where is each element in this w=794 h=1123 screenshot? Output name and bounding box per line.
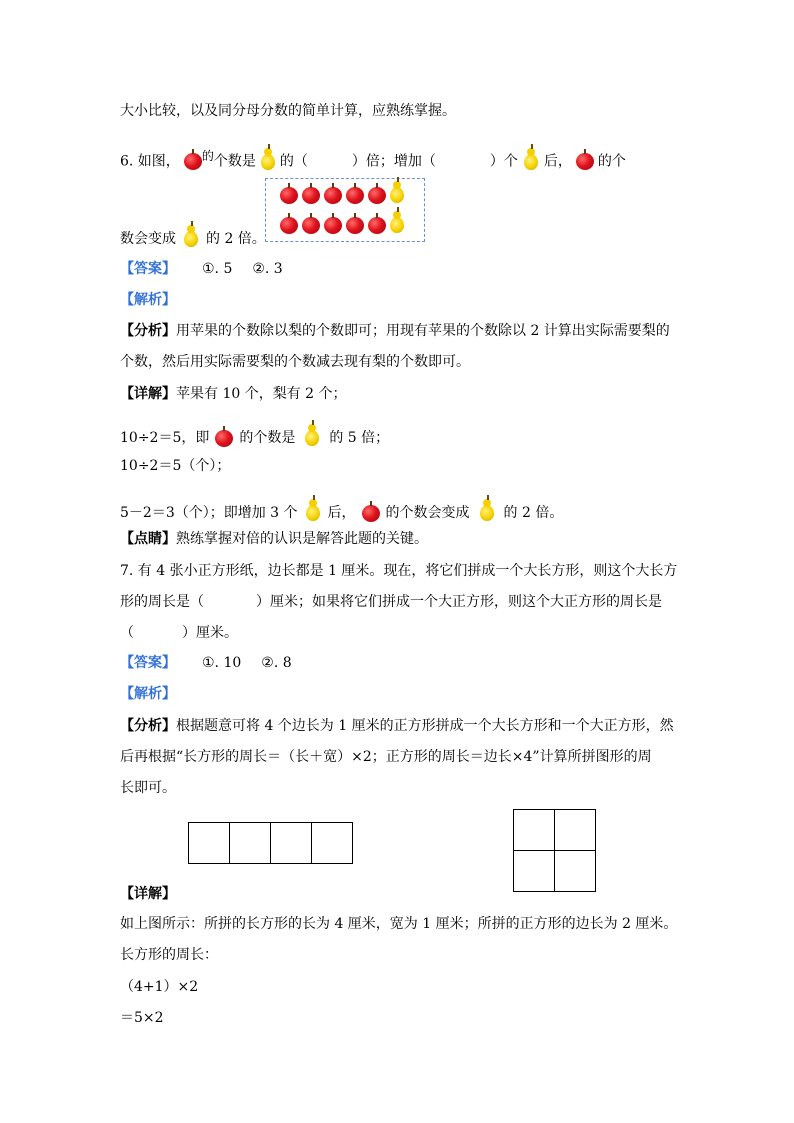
pear-icon <box>261 154 275 170</box>
fruit-figure <box>265 178 425 242</box>
q6-answer <box>120 259 283 279</box>
q6-detail-line2: 10÷2＝5，即 的个数是 的 5 倍； <box>120 430 390 446</box>
q7-detail-label: 【详解】 <box>120 886 176 902</box>
apple-icon <box>302 217 320 234</box>
q7-line2: 形的周长是（ ）厘米；如果将它们拼成一个大正方形，则这个大正方形的周长是 <box>120 594 662 610</box>
q6-detail-line4: 5－2＝3（个）；即增加 3 个 后， 的个数会变成 的 2 倍。 <box>120 505 564 521</box>
detail-label: 【详解】 <box>120 386 176 402</box>
q6-ge: ）个 <box>489 153 518 170</box>
q7-analysis-label: 【解析】 <box>120 686 176 702</box>
square-cell <box>554 809 596 851</box>
apple-icon <box>184 153 202 170</box>
apple-icon <box>324 217 342 234</box>
pear-icon <box>524 154 538 170</box>
apple-icon <box>346 217 364 234</box>
fruit-row-1 <box>280 187 404 204</box>
apple-icon <box>324 187 342 204</box>
q6-detail-line3: 10÷2＝5（个）； <box>120 458 231 474</box>
q6-de-ge: 的个 <box>597 153 626 170</box>
pear-icon <box>390 217 404 233</box>
answer-label: 【答案】 <box>120 655 176 671</box>
q7-fenxi-line2: 后再根据“长方形的周长＝（长＋宽）×2；正方形的周长＝边长×4”计算所拼图形的周 <box>120 749 652 765</box>
q6-times-add: ）倍；增加（ <box>351 153 436 170</box>
apple-icon <box>576 153 594 170</box>
q6-detail-line1: 【详解】苹果有 10 个，梨有 2 个； <box>120 386 347 402</box>
answer-1: ①. 10 <box>202 655 242 671</box>
apple-icon <box>368 187 386 204</box>
q6-line1 <box>120 146 626 172</box>
q6-count-is: 个数是 <box>213 153 256 170</box>
apple-icon <box>302 187 320 204</box>
pear-icon <box>305 430 319 446</box>
pear-icon <box>390 187 404 203</box>
apple-icon <box>368 217 386 234</box>
q7-answer <box>120 653 292 673</box>
q6-analysis-label: 【解析】 <box>120 292 176 308</box>
q7-detail-line4: ＝5×2 <box>120 1010 164 1026</box>
apple-icon <box>362 505 380 522</box>
q6-after: 后， <box>543 153 572 170</box>
answer-1: ①. 5 <box>202 261 233 277</box>
square-cell <box>229 822 271 864</box>
q7-fenxi-line3: 长即可。 <box>120 780 176 796</box>
apple-icon <box>346 187 364 204</box>
pear-icon <box>184 231 198 247</box>
q6-de2: 的（ <box>279 153 308 170</box>
answer-2: ②. 3 <box>252 261 283 277</box>
square-cell <box>513 809 555 851</box>
q7-detail-line2: 长方形的周长： <box>120 947 218 963</box>
apple-icon <box>280 217 298 234</box>
dianjing-label: 【点睛】 <box>120 531 176 547</box>
intro-line: 大小比较，以及同分母分数的简单计算，应熟练掌握。 <box>120 103 456 119</box>
q7-line3: （ ）厘米。 <box>120 625 238 641</box>
q6-dianjing: 【点睛】熟练掌握对倍的认识是解答此题的关键。 <box>120 531 428 547</box>
q6-de: 的 <box>201 149 214 163</box>
fruit-row-2 <box>280 217 404 234</box>
q6-fenxi-line1: 【分析】用苹果的个数除以梨的个数即可；用现有苹果的个数除以 2 计算出实际需要梨的 <box>120 323 670 339</box>
q7-detail-line1: 如上图所示：所拼的长方形的长为 4 厘米，宽为 1 厘米；所拼的正方形的边长为 2 厘米。 <box>120 916 678 932</box>
fenxi-label: 【分析】 <box>120 718 176 734</box>
pear-icon <box>480 505 494 521</box>
q7-fenxi-line1: 【分析】根据题意可将 4 个边长为 1 厘米的正方形拼成一个大长方形和一个大正方形，然 <box>120 718 674 734</box>
q6-line2-start: 数会变成 <box>120 231 176 247</box>
square-cell <box>311 822 353 864</box>
q7-detail-line3: （4+1）×2 <box>120 979 199 995</box>
q6-line2-end: 的 2 倍。 <box>206 231 266 247</box>
fenxi-label: 【分析】 <box>120 323 176 339</box>
q7-line1: 7. 有 4 张小正方形纸，边长都是 1 厘米。现在，将它们拼成一个大长方形，则这个大长方 <box>120 563 678 579</box>
pear-icon <box>306 505 320 521</box>
square-cell <box>270 822 312 864</box>
answer-2: ②. 8 <box>261 655 292 671</box>
square-cell <box>513 850 555 892</box>
q6-line2 <box>120 229 266 249</box>
q6-fenxi-line2: 个数，然后用实际需要梨的个数减去现有梨的个数即可。 <box>120 354 470 370</box>
apple-icon <box>280 187 298 204</box>
apple-icon <box>215 430 233 447</box>
answer-label: 【答案】 <box>120 261 176 277</box>
square-cell <box>188 822 230 864</box>
square-cell <box>554 850 596 892</box>
q6-number: 6. 如图， <box>120 153 180 170</box>
